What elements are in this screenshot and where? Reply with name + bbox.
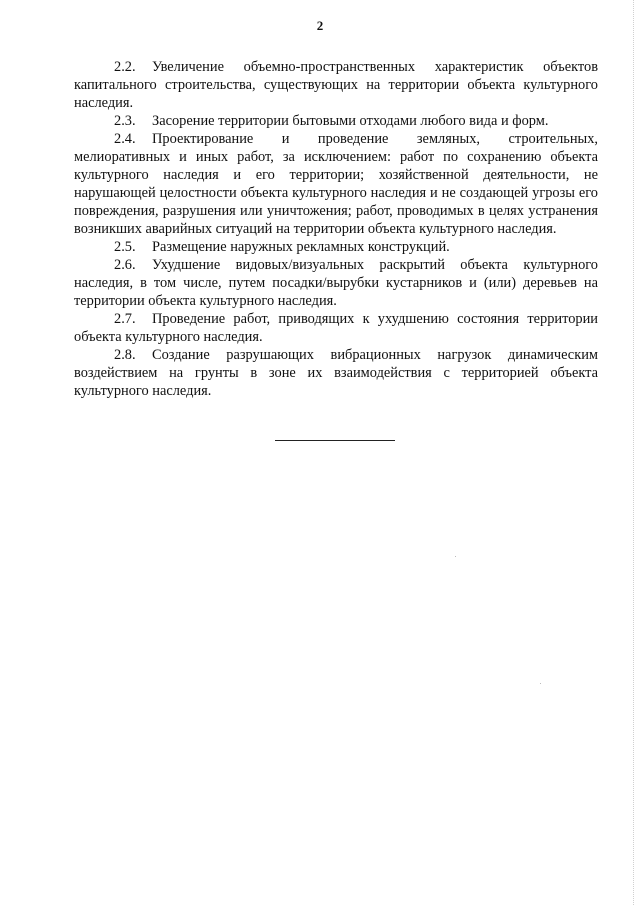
item-text: Размещение наружных рекламных конструкций. [152, 239, 450, 255]
item-text: Засорение территории бытовыми отходами любого вида и форм. [152, 113, 549, 129]
list-item [74, 130, 598, 238]
item-number: 2.4. [114, 131, 136, 147]
item-number: 2.3. [114, 113, 136, 129]
item-number: 2.8. [114, 347, 136, 363]
item-number: 2.5. [114, 239, 136, 255]
item-text: Проектирование и проведение земляных, строительных, мелиоративных и иных работ, за исключением: работ по сохранению объекта культурного наследия и его территории; хозяйственной деятельности, не нарушающей целостности объекта культурного наследия и не создающей угрозы его повреждения, разрушения или уничтожения; работ, проводимых в целях устранения возникших аварийных ситуаций на территории объекта культурного наследия. [74, 131, 598, 237]
list-item [74, 310, 598, 346]
item-text: Создание разрушающих вибрационных нагрузок динамическим воздействием на грунты в зоне их взаимодействия с территорией объекта культурного наследия. [74, 347, 598, 399]
document-body [74, 58, 598, 400]
list-item [74, 346, 598, 400]
item-number: 2.2. [114, 59, 136, 75]
scan-margin-line [633, 0, 634, 905]
item-text: Ухудшение видовых/визуальных раскрытий объекта культурного наследия, в том числе, путем посадки/вырубки кустарников и (или) деревьев на территории объекта культурного наследия. [74, 257, 598, 309]
item-number: 2.6. [114, 257, 136, 273]
scan-speck [540, 683, 541, 684]
item-text: Проведение работ, приводящих к ухудшению состояния территории объекта культурного наследия. [74, 311, 598, 345]
list-item [74, 238, 598, 256]
page-number: 2 [316, 18, 324, 33]
scan-speck [455, 556, 456, 557]
list-item [74, 58, 598, 112]
item-number: 2.7. [114, 311, 136, 327]
list-item [74, 112, 598, 130]
list-item [74, 256, 598, 310]
closing-rule [275, 440, 395, 441]
item-text: Увеличение объемно-пространственных характеристик объектов капитального строительства, существующих на территории объекта культурного наследия. [74, 59, 598, 111]
